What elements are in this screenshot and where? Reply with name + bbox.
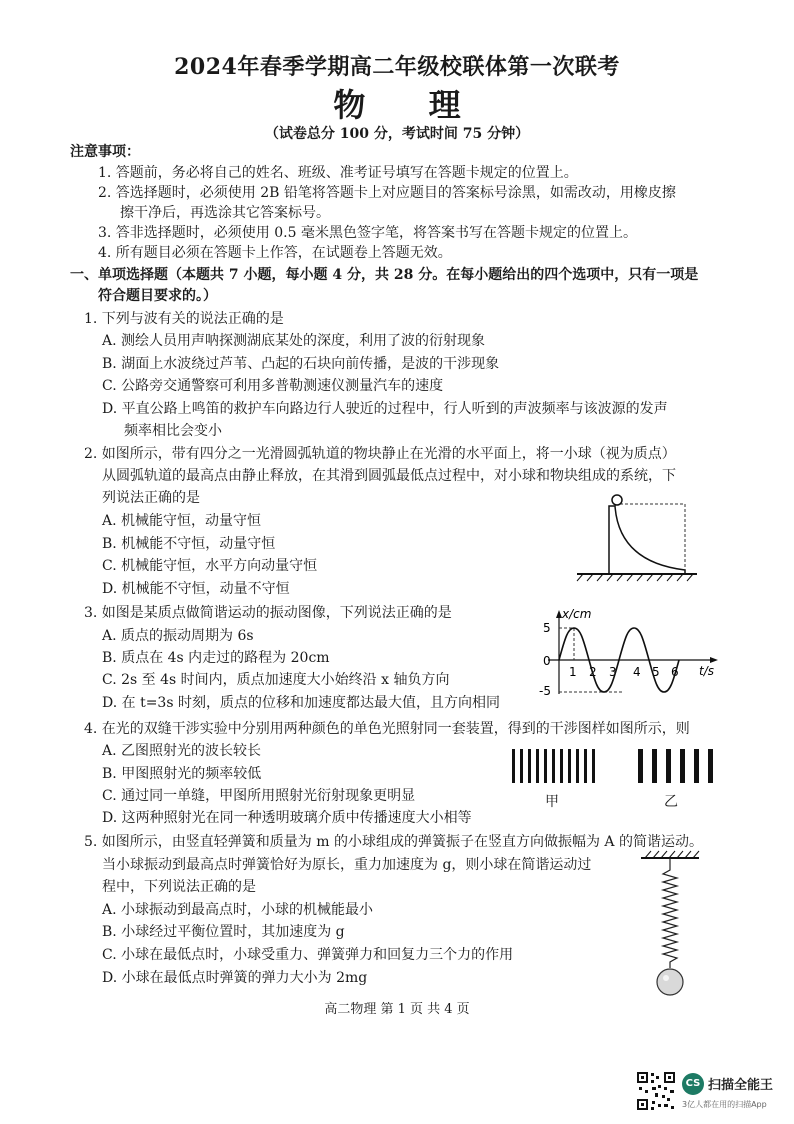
q1-stem: 1. 下列与波有关的说法正确的是 bbox=[84, 311, 284, 327]
notes-heading: 注意事项： bbox=[70, 144, 140, 160]
x-tick: 1 bbox=[569, 665, 577, 679]
y-tick: 0 bbox=[543, 654, 551, 668]
q2-option-b: B. 机械能不守恒，动量守恒 bbox=[102, 536, 276, 552]
q4-fringe-patterns bbox=[508, 745, 723, 785]
q2-track-figure bbox=[575, 490, 700, 582]
q3-option-a: A. 质点的振动周期为 6s bbox=[102, 628, 254, 644]
q5-option-b: B. 小球经过平衡位置时，其加速度为 g bbox=[102, 924, 345, 940]
q5-option-d: D. 小球在最低点时弹簧的弹力大小为 2mg bbox=[102, 970, 368, 986]
fringe-pattern-jia bbox=[512, 749, 595, 783]
q5-stem-cont: 当小球振动到最高点时弹簧恰好为原长，重力加速度为 g，则小球在简谐运动过 bbox=[102, 857, 592, 873]
q4-stem: 4. 在光的双缝干涉实验中分别用两种颜色的单色光照射同一套装置，得到的干涉图样如图所示，则 bbox=[84, 721, 690, 737]
q2-stem-cont: 从圆弧轨道的最高点由静止释放，在其滑到圆弧最低点过程中，对小球和物块组成的系统，下 bbox=[102, 468, 676, 484]
exam-info: （试卷总分 100 分，考试时间 75 分钟） bbox=[264, 126, 530, 142]
exam-title: 2024年春季学期高二年级校联体第一次联考 bbox=[174, 54, 620, 80]
q3-vibration-graph bbox=[532, 602, 722, 702]
x-axis-label: t/s bbox=[699, 664, 714, 678]
fringe-label-jia: 甲 bbox=[545, 794, 559, 810]
qr-code-icon bbox=[636, 1071, 676, 1111]
note-item: 4. 所有题目必须在答题卡上作答，在试题卷上答题无效。 bbox=[98, 245, 452, 261]
scanner-app-tagline: 3亿人都在用的扫描App bbox=[682, 1100, 767, 1109]
q2-option-d: D. 机械能不守恒，动量不守恒 bbox=[102, 581, 290, 597]
x-tick: 5 bbox=[652, 665, 660, 679]
q5-stem-cont: 程中，下列说法正确的是 bbox=[102, 879, 256, 895]
q4-option-c: C. 通过同一单缝，甲图所用照射光衍射现象更明显 bbox=[102, 788, 416, 804]
y-tick: -5 bbox=[539, 684, 551, 698]
x-tick: 2 bbox=[589, 665, 597, 679]
x-tick: 6 bbox=[671, 665, 679, 679]
note-item: 2. 答选择题时，必须使用 2B 铅笔将答题卡上对应题目的答案标号涂黑，如需改动，用橡皮擦 bbox=[98, 185, 676, 201]
note-item: 3. 答非选择题时，必须使用 0.5 毫米黑色签字笔，将答案书写在答题卡规定的位置上。 bbox=[98, 225, 637, 241]
q1-option-c: C. 公路旁交通警察可利用多普勒测速仪测量汽车的速度 bbox=[102, 378, 444, 394]
q2-option-c: C. 机械能守恒，水平方向动量守恒 bbox=[102, 558, 318, 574]
cs-logo-icon: CS bbox=[682, 1073, 704, 1095]
y-tick: 5 bbox=[543, 621, 551, 635]
note-item: 1. 答题前，务必将自己的姓名、班级、准考证号填写在答题卡规定的位置上。 bbox=[98, 165, 578, 181]
section1-heading-cont: 符合题目要求的。） bbox=[98, 288, 217, 304]
q2-stem: 2. 如图所示，带有四分之一光滑圆弧轨道的物块静止在光滑的水平面上，将一小球（视为质点） bbox=[84, 446, 676, 462]
y-axis-label: x/cm bbox=[562, 607, 592, 621]
q3-option-c: C. 2s 至 4s 时间内，质点加速度大小始终沿 x 轴负方向 bbox=[102, 672, 450, 688]
fringe-pattern-yi bbox=[638, 749, 713, 783]
q5-option-a: A. 小球振动到最高点时，小球的机械能最小 bbox=[102, 902, 374, 918]
q4-option-d: D. 这两种照射光在同一种透明玻璃介质中传播速度大小相等 bbox=[102, 810, 472, 826]
q3-option-d: D. 在 t=3s 时刻，质点的位移和加速度都达最大值，且方向相同 bbox=[102, 695, 500, 711]
q3-option-b: B. 质点在 4s 内走过的路程为 20cm bbox=[102, 650, 330, 666]
q2-option-a: A. 机械能守恒，动量守恒 bbox=[102, 513, 262, 529]
q1-option-d: D. 平直公路上鸣笛的救护车向路边行人驶近的过程中，行人听到的声波频率与该波源的发声 bbox=[102, 401, 668, 417]
section1-heading: 一、单项选择题（本题共 7 小题，每小题 4 分，共 28 分。在每小题给出的四个选项中，只有一项是 bbox=[70, 267, 699, 283]
q4-option-a: A. 乙图照射光的波长较长 bbox=[102, 743, 262, 759]
q2-stem-cont: 列说法正确的是 bbox=[102, 490, 200, 506]
note-item: 擦干净后，再选涂其它答案标号。 bbox=[120, 205, 330, 221]
x-tick: 3 bbox=[609, 665, 617, 679]
q4-option-b: B. 甲图照射光的频率较低 bbox=[102, 766, 262, 782]
q1-option-a: A. 测绘人员用声呐探测湖底某处的深度，利用了波的衍射现象 bbox=[102, 333, 486, 349]
x-tick: 4 bbox=[633, 665, 641, 679]
q5-option-c: C. 小球在最低点时，小球受重力、弹簧弹力和回复力三个力的作用 bbox=[102, 947, 514, 963]
fringe-label-yi: 乙 bbox=[664, 794, 678, 810]
subject-title: 物 理 bbox=[333, 86, 487, 124]
q5-spring-figure bbox=[635, 848, 705, 998]
q5-stem: 5. 如图所示，由竖直轻弹簧和质量为 m 的小球组成的弹簧振子在竖直方向做振幅为 A 的简谐运动。 bbox=[84, 834, 703, 850]
q1-option-b: B. 湖面上水波绕过芦苇、凸起的石块向前传播，是波的干涉现象 bbox=[102, 356, 500, 372]
scanner-app-name: 扫描全能王 bbox=[708, 1078, 774, 1093]
q1-option-d-cont: 频率相比会变小 bbox=[124, 423, 222, 439]
page-footer: 高二物理 第 1 页 共 4 页 bbox=[324, 1002, 470, 1017]
q3-stem: 3. 如图是某质点做简谐运动的振动图像，下列说法正确的是 bbox=[84, 605, 452, 621]
